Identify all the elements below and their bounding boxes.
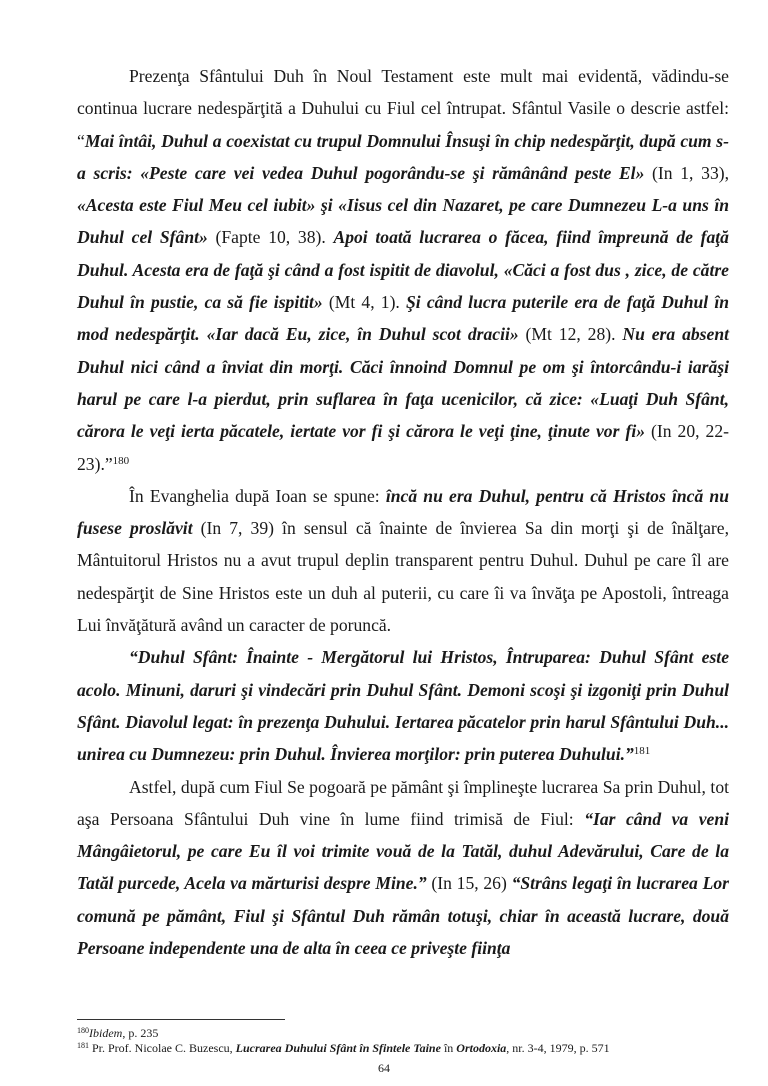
- footnote-title: Lucrarea Duhului Sfânt în Sfintele Taine: [235, 1041, 441, 1055]
- body-text: [77, 60, 729, 964]
- quote-run: “Iar când va veni Mângâietorul, pe care Eu îl voi trimite vouă de la Tatăl, duhul Adevărului, Care de la Tatăl purcede, Acela va mărturisi despre Mine.”: [77, 808, 730, 894]
- reference-run: (Mt 12, 28).: [518, 324, 623, 345]
- footnote-text: , nr. 3-4, 1979, p. 571: [506, 1041, 610, 1055]
- quote-run: încă nu era Duhul, pentru că Hristos încă nu fusese proslăvit: [77, 485, 729, 539]
- footnotes: [77, 1026, 737, 1056]
- footnote-ref: Ibidem: [89, 1026, 123, 1040]
- paragraph-3: [77, 641, 729, 770]
- paragraph-1: [77, 60, 729, 480]
- paragraph-4: [77, 771, 729, 965]
- footnote-marker[interactable]: 181: [633, 745, 651, 758]
- footnote-text: în: [440, 1041, 457, 1055]
- quote-run: Apoi toată lucrarea o făcea, fiind împreună de faţă Duhul. Acesta era de faţă şi când a fost ispitit de diavolul, «Căci a fost dus , zice, de către Duhul în pustie, ca să fie ispitit»: [77, 227, 729, 313]
- reference-run: (Fapte 10, 38).: [207, 227, 334, 248]
- reference-run: (In 15, 26): [426, 873, 512, 894]
- text-run: (In 7, 39) în sensul că înainte de învierea Sa din morţi şi de înălţare, Mântuitorul Hristos nu a avut trupul deplin transparent pentru Duhul. Duhul pe care îl are nedespărţit de Sine Hristos este un duh al puterii, cu care îi va învăţa pe Apostoli, întreaga Lui învăţătură având un caracter de poruncă.: [77, 518, 729, 636]
- quote-run: Nu era absent Duhul nici când a înviat din morţi. Căci înnoind Domnul pe om şi întorcându-i iarăşi harul pe care l-a pierdut, prin suflarea în faţa ucenicilor, că zice: «Luaţi Duh Sfânt, cărora le veţi ierta păcatele, iertate vor fi şi cărora le veţi ţine, ţinute vor fi»: [77, 324, 729, 442]
- footnote-181: [77, 1041, 737, 1056]
- quote-run: «Acesta este Fiul Meu cel iubit» şi «Iisus cel din Nazaret, pe care Dumnezeu L-a uns în Duhul cel Sfânt»: [77, 195, 729, 248]
- quote-run: “Duhul Sfânt: Înainte - Mergătorul lui Hristos, Întruparea: Duhul Sfânt este acolo. Minuni, daruri şi vindecări prin Duhul Sfânt. Demoni scoşi şi izgoniţi prin Duhul Sfânt. Diavolul legat: în prezenţa Duhului. Iertarea păcatelor prin harul Sfântului Duh... unirea cu Dumnezeu: prin Duhul. Învierea morţilor: prin puterea Duhului.”: [77, 647, 729, 765]
- quote-run: Şi când lucra puterile era de faţă Duhul în mod nedespărţit. «Iar dacă Eu, zice, în Duhul scot dracii»: [77, 292, 730, 345]
- footnote-number: 181: [77, 1041, 89, 1050]
- page-number: 64: [378, 1061, 390, 1075]
- quote-run: “Strâns legaţi în lucrarea Lor comună pe pământ, Fiul şi Sfântul Duh rămân totuşi, chiar în această lucrare, două Persoane independente una de alta în ceea ce priveşte fiinţa: [77, 873, 729, 959]
- footnote-180: [77, 1026, 737, 1041]
- footnote-author: Pr. Prof. Nicolae C. Buzescu,: [89, 1041, 236, 1055]
- footnote-text: , p. 235: [122, 1026, 159, 1040]
- reference-run: (In 20, 22-23).”: [77, 421, 730, 474]
- footnote-journal: Ortodoxia: [456, 1041, 507, 1055]
- paragraph-2: [77, 480, 729, 641]
- footnote-separator: [77, 1019, 285, 1020]
- footnote-marker[interactable]: 180: [112, 454, 130, 467]
- quote-run: Mai întâi, Duhul a coexistat cu trupul Domnului Însuşi în chip nedespărţit, după cum s-a scris: «Peste care vei vedea Duhul pogorându-se şi rămânând peste El»: [77, 130, 729, 183]
- reference-run: (In 1, 33),: [644, 162, 729, 183]
- text-run: Prezenţa Sfântului Duh în Noul Testament este mult mai evidentă, vădindu-se continua lucrare nedespărţită a Duhului cu Fiul cel întrupat. Sfântul Vasile o descrie astfel: “: [77, 66, 729, 151]
- text-run: În Evanghelia după Ioan se spune:: [129, 485, 386, 506]
- footnote-number: 180: [77, 1026, 89, 1035]
- text-run: Astfel, după cum Fiul Se pogoară pe pământ şi împlineşte lucrarea Sa prin Duhul, tot aşa Persoana Sfântului Duh vine în lume fiind trimisă de Fiul:: [77, 776, 729, 829]
- reference-run: (Mt 4, 1).: [322, 292, 406, 313]
